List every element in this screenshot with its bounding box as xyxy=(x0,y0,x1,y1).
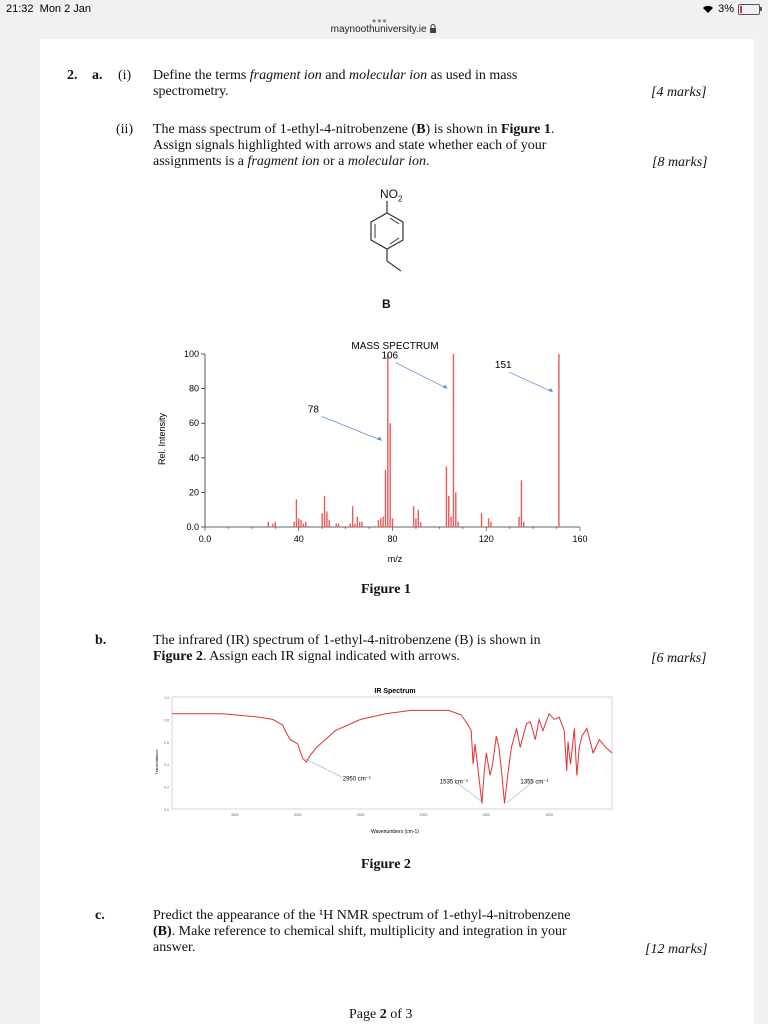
ms-annotation-label: 106 xyxy=(381,350,399,362)
sub-i-label: (i) xyxy=(118,68,132,83)
ir-y-tick-label: 1.0 xyxy=(164,696,169,700)
question-a-ii-text: The mass spectrum of 1-ethyl-4-nitrobenzene (B) is shown in Figure 1. Assign signals highlighted with arrows and state whether each of your assignments is a fragment ion or a molecular ion. xyxy=(153,122,555,169)
ir-x-tick-label: 3500 xyxy=(230,813,239,817)
ms-x-tick-label: 120 xyxy=(478,534,494,544)
ir-y-tick-label: 0.6 xyxy=(164,740,169,745)
question-b-text: The infrared (IR) spectrum of 1-ethyl-4-nitrobenzene (B) is shown in Figure 2. Assign each IR signal indicated with arrows. xyxy=(153,633,541,664)
ir-xlabel: Wavenumbers (cm-1) xyxy=(371,829,419,835)
battery-percent: 3% xyxy=(718,3,734,15)
part-b-label: b. xyxy=(95,633,107,648)
ir-x-tick-label: 1500 xyxy=(482,813,491,817)
ms-annotation-label: 151 xyxy=(494,360,512,372)
ms-x-tick-label: 40 xyxy=(293,534,304,544)
ms-y-tick-label: 20 xyxy=(188,487,199,498)
ir-title: IR Spectrum xyxy=(374,688,416,695)
ms-annotation-arrow xyxy=(395,363,447,389)
ir-annotation-label: 1355 cm⁻¹ xyxy=(520,779,549,786)
marks-c: [12 marks] xyxy=(645,942,708,957)
ir-annotation-label: 1535 cm⁻¹ xyxy=(439,779,468,786)
question-a-i-text: Define the terms fragment ion and molecular ion as used in mass spectrometry. xyxy=(153,68,518,99)
document-page xyxy=(40,39,754,1024)
part-a-label: a. xyxy=(92,68,103,83)
ir-ylabel: Transmittance xyxy=(154,749,159,775)
ir-x-tick-label: 3000 xyxy=(293,813,302,817)
ir-annotation-label: 2950 cm⁻¹ xyxy=(342,776,371,783)
status-time: 21:32 Mon 2 Jan xyxy=(6,3,92,15)
ms-annotation-arrow xyxy=(509,372,553,392)
marks-b: [6 marks] xyxy=(651,651,707,666)
wifi-icon xyxy=(702,4,714,14)
ir-y-tick-label: 0.0 xyxy=(164,808,169,812)
ms-x-tick-label: 0.0 xyxy=(198,534,212,544)
benzene-ring-drawing xyxy=(360,199,420,299)
figure-1-caption: Figure 1 xyxy=(361,582,411,597)
ms-y-tick-label: 0.0 xyxy=(186,522,199,532)
ms-x-tick-label: 80 xyxy=(387,534,398,544)
question-number: 2. xyxy=(67,68,78,83)
nitro-group-label: $NO_2$ xyxy=(380,187,403,204)
battery-icon xyxy=(738,4,760,15)
structure-label: B xyxy=(382,297,391,311)
page-number: Page 2 of 3 xyxy=(349,1007,413,1022)
ms-y-tick-label: 60 xyxy=(188,418,199,429)
figure-2-caption: Figure 2 xyxy=(361,857,411,872)
ir-y-tick-label: 0.8 xyxy=(164,718,169,723)
ms-title: MASS SPECTRUM xyxy=(351,341,439,352)
sub-ii-label: (ii) xyxy=(116,122,134,137)
ms-annotation-arrow xyxy=(322,417,382,441)
marks-a-ii: [8 marks] xyxy=(652,155,708,170)
part-c-label: c. xyxy=(95,908,105,923)
ms-annotation-label: 78 xyxy=(307,404,319,416)
ir-x-tick-label: 2000 xyxy=(419,813,428,817)
ir-x-tick-label: 2500 xyxy=(356,813,365,817)
ms-y-tick-label: 40 xyxy=(188,452,199,463)
ms-x-tick-label: 160 xyxy=(572,534,588,544)
ms-y-tick-label: 100 xyxy=(183,349,199,359)
lock-icon xyxy=(429,24,437,33)
ms-xlabel: m/z xyxy=(387,554,403,564)
more-icon[interactable]: ••• xyxy=(372,14,388,28)
browser-address-bar[interactable] xyxy=(0,14,768,39)
ms-y-tick-label: 80 xyxy=(188,383,199,394)
ir-y-tick-label: 0.2 xyxy=(164,785,169,790)
ir-spectrum-chart xyxy=(150,684,620,844)
ir-x-tick-label: 1000 xyxy=(545,813,554,817)
structure-b xyxy=(360,185,420,315)
url-text[interactable]: maynoothuniversity.ie xyxy=(330,24,427,35)
question-c-text: Predict the appearance of the ¹H NMR spectrum of 1-ethyl-4-nitrobenzene (B). Make reference to chemical shift, multiplicity and integration in your answer. xyxy=(153,908,571,955)
mass-spectrum-chart xyxy=(145,334,605,574)
marks-a-i: [4 marks] xyxy=(651,85,707,100)
ir-y-tick-label: 0.4 xyxy=(164,763,169,768)
ms-ylabel: Rel. Intensity xyxy=(157,412,167,466)
